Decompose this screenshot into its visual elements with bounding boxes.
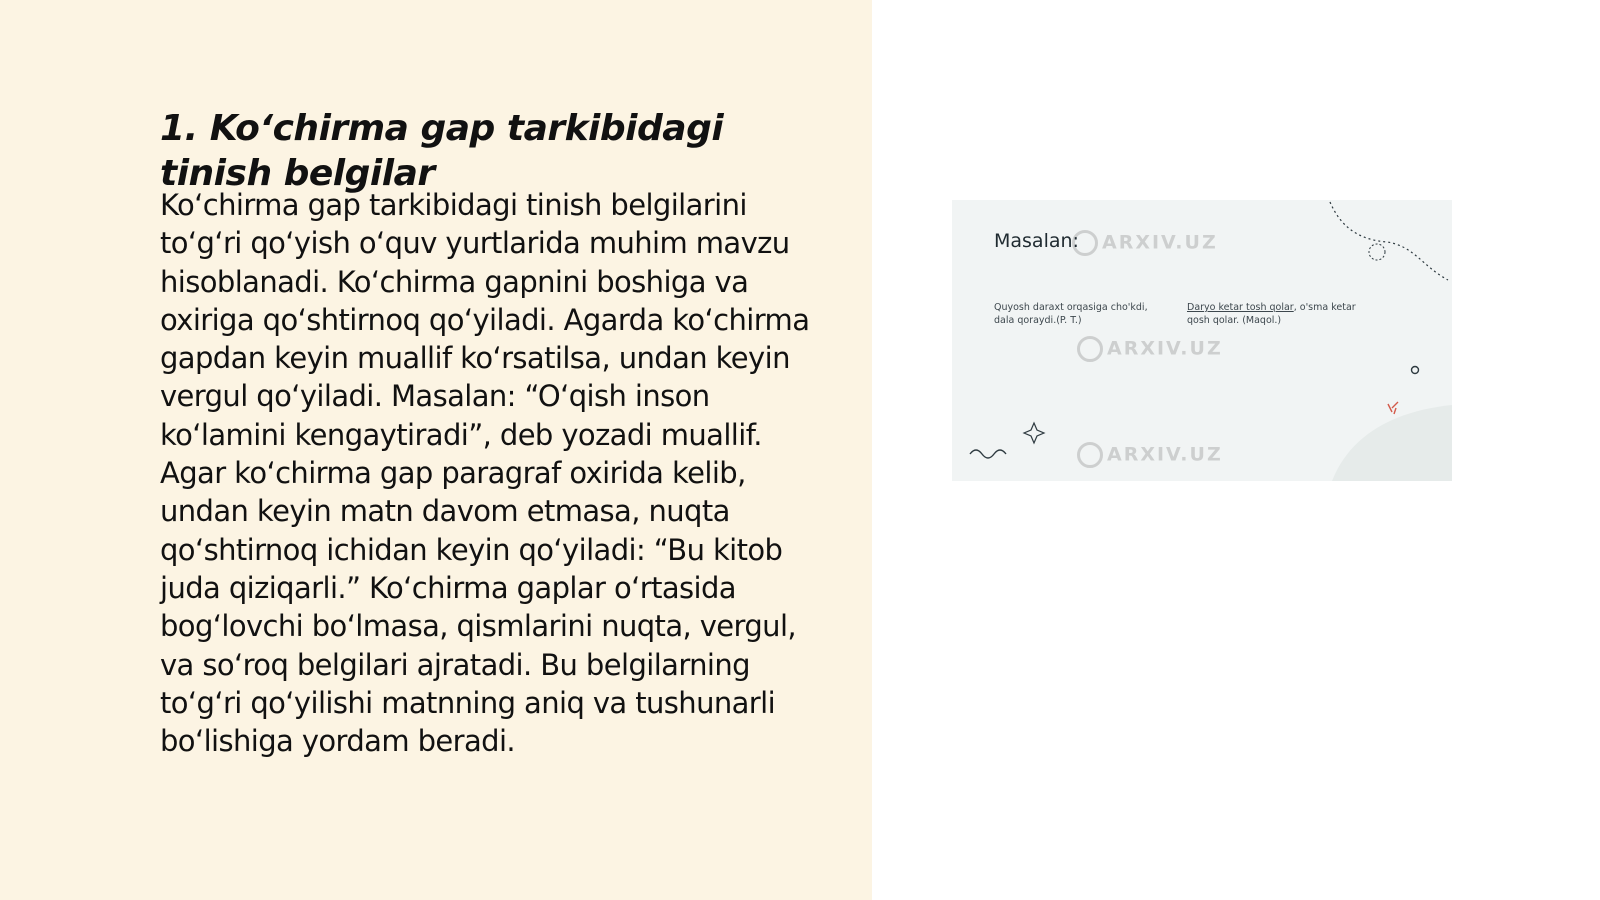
example-sentence-1: Quyosh daraxt orqasiga cho'kdi, dala qoraydi.(P. T.) xyxy=(994,302,1148,326)
example-2-underlined: Daryo ketar tosh qolar xyxy=(1187,302,1294,313)
watermark: ARXIV.UZ xyxy=(1072,230,1218,256)
magnifier-watermark-icon xyxy=(1077,442,1103,468)
red-mark-icon xyxy=(1388,402,1398,414)
example-image-card xyxy=(952,200,1452,481)
example-2-rest: , o'sma ketar qosh qolar. (Maqol.) xyxy=(1187,302,1356,326)
dotted-curve-icon xyxy=(1330,202,1448,280)
sparkle-icon xyxy=(1024,423,1044,443)
dotted-ring-icon xyxy=(1369,244,1385,260)
example-sentence-2 xyxy=(1187,301,1357,327)
example-heading: Masalan: xyxy=(994,230,1079,252)
ring-icon xyxy=(1412,367,1419,374)
watermark: ARXIV.UZ xyxy=(1077,442,1223,468)
watermark: ARXIV.UZ xyxy=(1077,336,1223,362)
slide-title: 1. Koʻchirma gap tarkibidagi tinish belgilar xyxy=(160,108,724,194)
magnifier-watermark-icon xyxy=(1077,336,1103,362)
squiggle-icon xyxy=(970,450,1006,458)
card-corner-shade xyxy=(1332,405,1452,481)
slide-body-text: Koʻchirma gap tarkibidagi tinish belgilarini toʻgʻri qoʻyish oʻquv yurtlarida muhim mavzu hisoblanadi. Koʻchirma gapnini boshiga va oxiriga qoʻshtirnoq qoʻyiladi. Agarda koʻchirma gapdan keyin muallif koʻrsatilsa, undan keyin vergul qoʻyiladi. Masalan: “Oʻqish inson koʻlamini kengaytiradi”, deb yozadi muallif. Agar koʻchirma gap paragraf oxirida kelib, undan keyin matn davom etmasa, nuqta qoʻshtirnoq ichidan keyin qoʻyiladi: “Bu kitob juda qiziqarli.” Koʻchirma gaplar oʻrtasida bogʻlovchi boʻlmasa, qismlarini nuqta, vergul, va soʻroq belgilari ajratadi. Bu belgilarning toʻgʻri qoʻyilishi matnning aniq va tushunarli boʻlishiga yordam beradi. xyxy=(160,188,810,759)
